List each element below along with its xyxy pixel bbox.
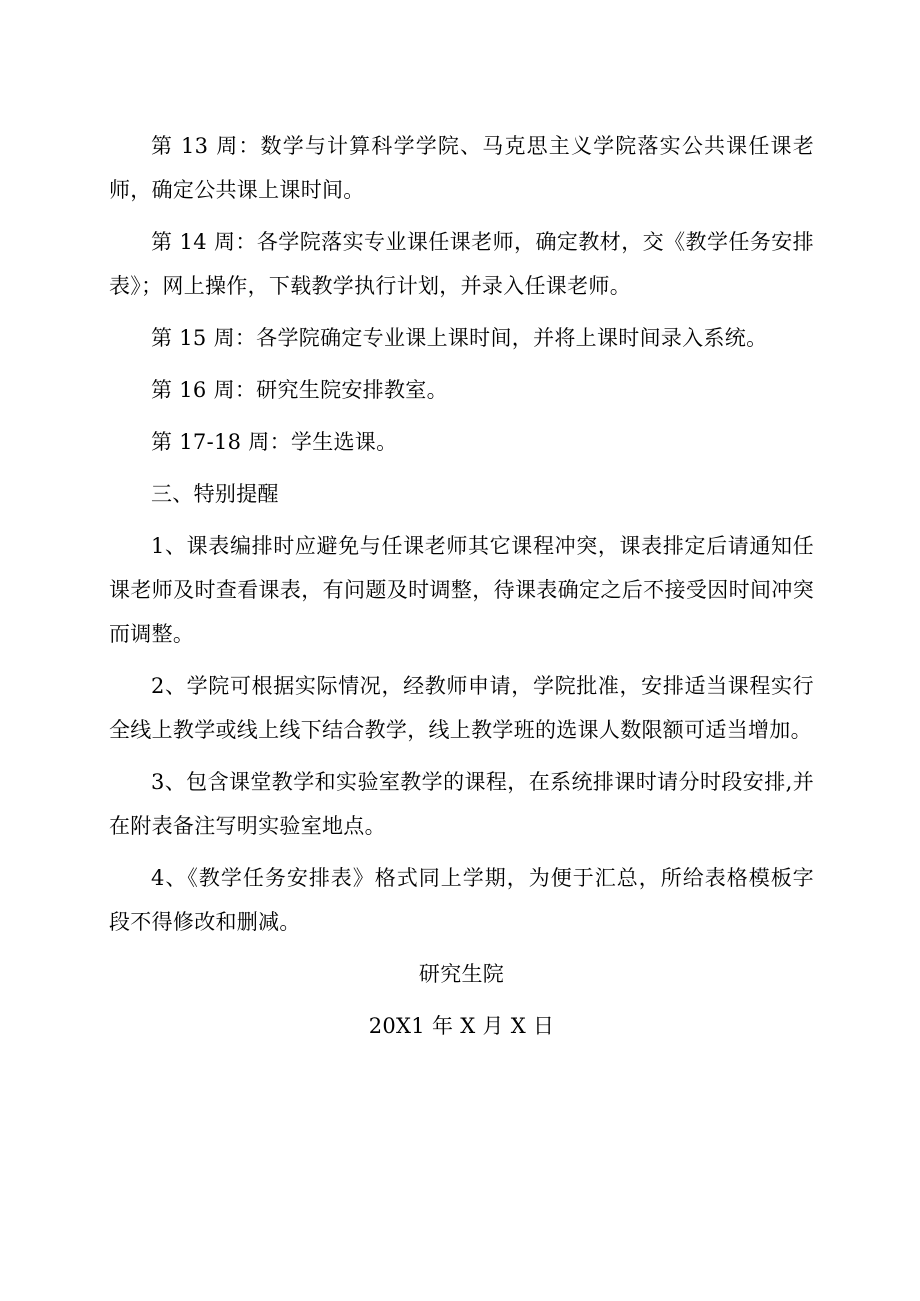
schedule-week-15: 第 15 周：各学院确定专业课上课时间，并将上课时间录入系统。 (151, 326, 768, 350)
reminder-item-2: 2、学院可根据实际情况，经教师申请，学院批准，安排适当课程实行全线上教学或线上线下结合教学，线上教学班的选课人数限额可适当增加。 (109, 674, 814, 742)
reminder-item-3: 3、包含课堂教学和实验室教学的课程，在系统排课时请分时段安排,并在附表备注写明实验室地点。 (109, 770, 814, 838)
document-body (109, 124, 814, 1048)
signature-organization: 研究生院 (418, 962, 505, 986)
schedule-week-14: 第 14 周：各学院落实专业课任课老师，确定教材，交《教学任务安排表》；网上操作，下载教学执行计划，并录入任课老师。 (109, 230, 814, 298)
schedule-week-16: 第 16 周：研究生院安排教室。 (151, 378, 448, 402)
schedule-week-13: 第 13 周：数学与计算科学学院、马克思主义学院落实公共课任课老师，确定公共课上课时间。 (109, 134, 814, 202)
section-heading-reminders: 三、特别提醒 (151, 482, 279, 506)
schedule-week-17-18: 第 17-18 周：学生选课。 (151, 430, 398, 454)
reminder-item-4: 4、《教学任务安排表》格式同上学期，为便于汇总，所给表格模板字段不得修改和删减。 (109, 866, 814, 934)
signature-date: 20X1 年 X 月 X 日 (368, 1014, 555, 1038)
reminder-item-1: 1、课表编排时应避免与任课老师其它课程冲突，课表排定后请通知任课老师及时查看课表，有问题及时调整，待课表确定之后不接受因时间冲突而调整。 (109, 534, 814, 646)
